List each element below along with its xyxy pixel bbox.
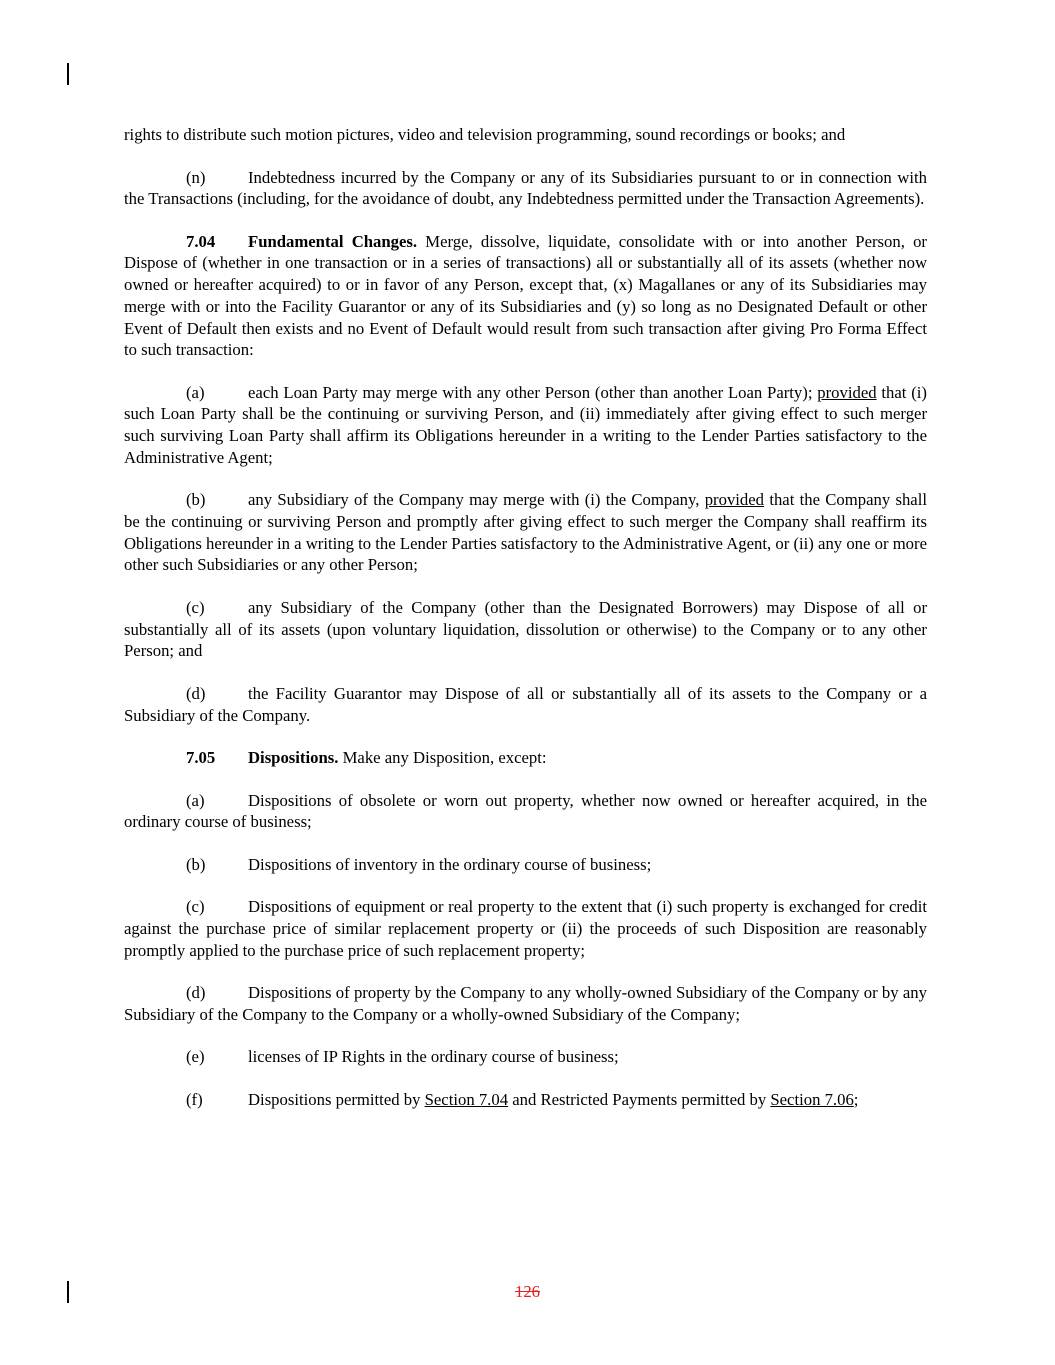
clause-text: Dispositions of inventory in the ordinary course of business; xyxy=(248,854,652,874)
section-7-06-reference: Section 7.06 xyxy=(770,1089,854,1109)
provided-term: provided xyxy=(704,490,765,510)
document-page xyxy=(124,124,927,1131)
clause-7-04-a: (a) each Loan Party may merge with any other Person (other than another Loan Party); provided that (i) such Loan Party shall be the continuing or surviving Person, and (ii) immediately after giving effect to such merger such surviving Loan Party shall affirm its Obligations hereunder in a writing to the Lender Parties satisfactory to the Administrative Agent; xyxy=(124,382,927,467)
clause-text: Indebtedness incurred by the Company or any of its Subsidiaries pursuant to or in connection with the Transactions (including, for the avoidance of doubt, any Indebtedness permitted under the Transaction Agreements). xyxy=(124,167,927,209)
clause-7-05-e xyxy=(124,1046,927,1068)
clause-text: Dispositions of obsolete or worn out property, whether now owned or hereafter acquired, in the ordinary course of business; xyxy=(124,790,927,832)
section-text: Make any Disposition, except: xyxy=(338,748,547,768)
clause-label: (b) xyxy=(186,490,206,510)
clause-label: (a) xyxy=(186,790,205,810)
section-text: Merge, dissolve, liquidate, consolidate with or into another Person, or Dispose of (whether in one transaction or in a series of transactions) all or substantially all of its assets (whether now owned or hereafter acquired) to or in favor of any Person, except that, (x) Magallanes or any of its Subsidiaries may merge with or into the Facility Guarantor or any of its Subsidiaries and (y) so long as no Designated Default or other Event of Default then exists and no Event of Default would result from such transaction after giving Pro Forma Effect to such transaction: xyxy=(124,231,927,360)
clause-label: (b) xyxy=(186,854,206,874)
clause-label: (a) xyxy=(186,382,205,402)
section-number: 7.05 xyxy=(186,748,216,768)
section-title: Dispositions. xyxy=(248,748,339,768)
page-number: 126 xyxy=(514,1282,541,1301)
clause-7-05-f: (f) Dispositions permitted by Section 7.04 and Restricted Payments permitted by Section 7.06; xyxy=(186,1089,859,1109)
clause-label: (c) xyxy=(186,897,205,917)
section-title: Fundamental Changes. xyxy=(248,231,418,251)
change-bar-top xyxy=(67,63,69,85)
paragraph-continuation: rights to distribute such motion pictures, video and television programming, sound recordings or books; and xyxy=(124,125,846,144)
clause-7-05-d xyxy=(124,982,927,1025)
section-7-04 xyxy=(124,231,927,361)
clause-label: (n) xyxy=(186,167,206,187)
clause-7-05-b xyxy=(124,854,927,876)
clause-label: (d) xyxy=(186,983,206,1003)
clause-7-05-a xyxy=(124,790,927,833)
clause-text: Dispositions of equipment or real property to the extent that (i) such property is exchanged for credit against the purchase price of similar replacement property or (ii) the proceeds of such Disposition are reasonably promptly applied to the purchase price of such replacement property; xyxy=(124,897,927,960)
provided-term: provided xyxy=(817,382,877,402)
section-number: 7.04 xyxy=(186,231,216,251)
clause-text: licenses of IP Rights in the ordinary course of business; xyxy=(248,1047,619,1067)
clause-7-04-b: (b) any Subsidiary of the Company may merge with (i) the Company, provided that the Company shall be the continuing or surviving Person and promptly after giving effect to such merger the Company shall reaffirm its Obligations hereunder in a writing to the Lender Parties satisfactory to the Administrative Agent, or (ii) any one or more other such Subsidiaries or any other Person; xyxy=(124,490,927,575)
clause-7-04-c xyxy=(124,597,927,662)
clause-label: (f) xyxy=(186,1089,203,1109)
clause-label: (d) xyxy=(186,683,206,703)
clause-text: the Facility Guarantor may Dispose of all or substantially all of its assets to the Company or a Subsidiary of the Company. xyxy=(124,683,927,725)
clause-text: any Subsidiary of the Company (other than the Designated Borrowers) may Dispose of all or substantially all of its assets (upon voluntary liquidation, dissolution or otherwise) to the Company or to any other Person; and xyxy=(124,597,927,661)
section-7-05 xyxy=(124,747,927,769)
clause-label: (e) xyxy=(186,1047,205,1067)
section-7-04-reference: Section 7.04 xyxy=(424,1089,509,1109)
clause-n xyxy=(124,167,927,210)
clause-7-04-d xyxy=(124,683,927,726)
clause-label: (c) xyxy=(186,597,205,617)
clause-7-05-c xyxy=(124,896,927,961)
clause-text: Dispositions of property by the Company to any wholly-owned Subsidiary of the Company or by any Subsidiary of the Company to the Company or a wholly-owned Subsidiary of the Company; xyxy=(124,983,927,1024)
